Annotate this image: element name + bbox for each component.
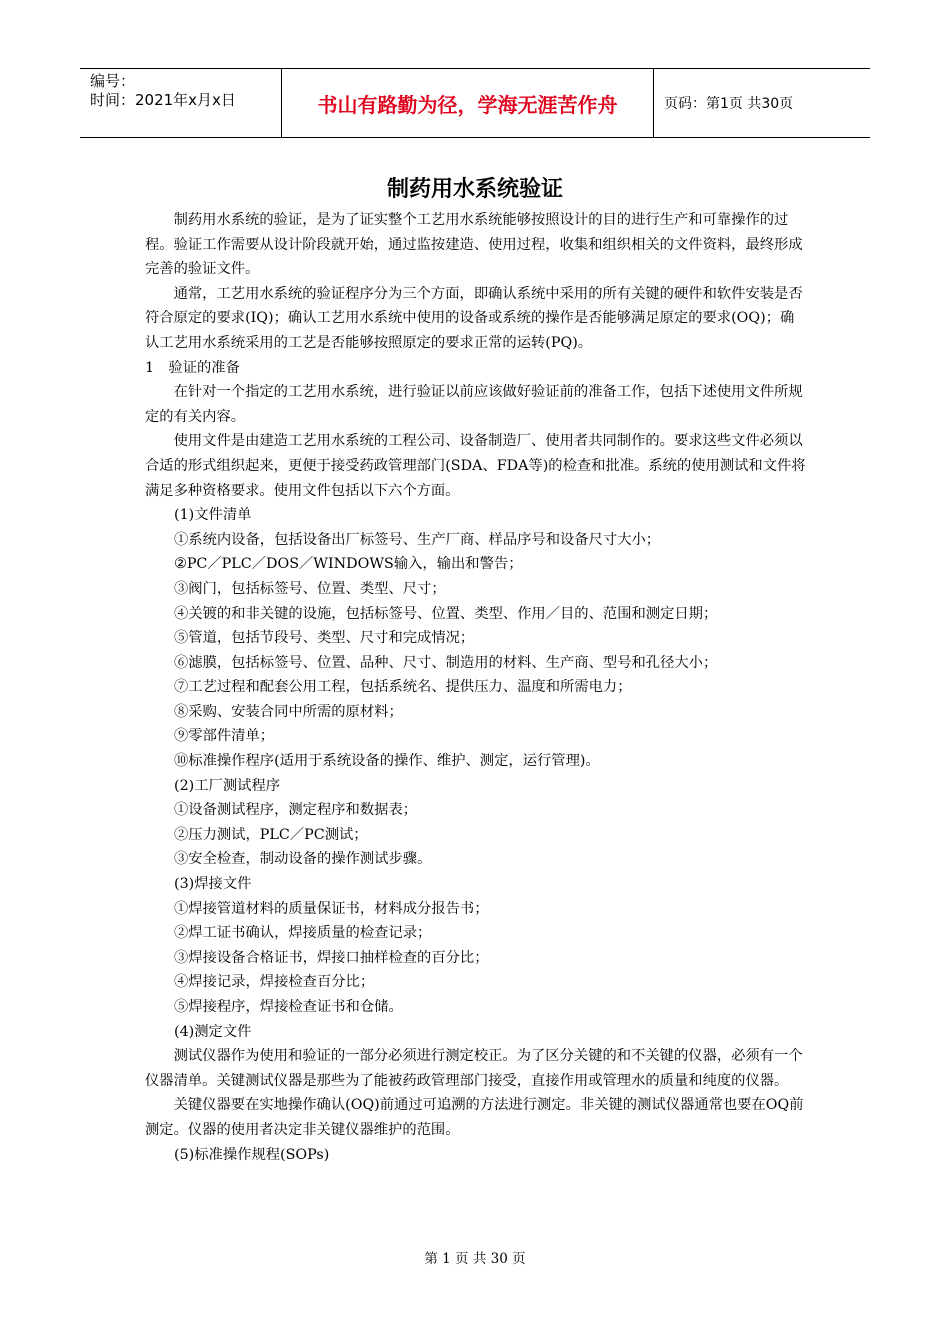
- paragraph: ④焊接记录，焊接检查百分比；: [174, 974, 375, 991]
- paragraph: ②PC／PLC／DOS／WINDOWS输入，输出和警告；: [174, 556, 523, 573]
- paragraph: 在针对一个指定的工艺用水系统，进行验证以前应该做好验证前的准备工作，包括下述使用文件所规定的有关内容。: [145, 384, 803, 425]
- paragraph: ⑤管道，包括节段号、类型、尺寸和完成情况；: [174, 630, 475, 647]
- paragraph: 关键仪器要在实地操作确认(OQ)前通过可追溯的方法进行测定。非关键的测试仪器通常也要在OQ前测定。仪器的使用者决定非关键仪器维护的范围。: [145, 1097, 804, 1138]
- page-footer: 第 1 页 共 30 页: [424, 1251, 526, 1267]
- document-date: 时间：2021年x月x日: [90, 91, 236, 109]
- paragraph: 制药用水系统的验证，是为了证实整个工艺用水系统能够按照设计的目的进行生产和可靠操作的过程。验证工作需要从设计阶段就开始，通过监按建造、使用过程，收集和组织相关的文件资料，最终形成完善的验证文件。: [145, 212, 803, 278]
- header-meta-cell: [80, 69, 282, 137]
- paragraph: 使用文件是由建造工艺用水系统的工程公司、设备制造厂、使用者共同制作的。要求这些文件必须以合适的形式组织起来，更便于接受药政管理部门(SDA、FDA等)的检查和批准。系统的使用测试和文件将满足多种资格要求。使用文件包括以下六个方面。: [145, 433, 806, 499]
- paragraph: (3)焊接文件: [174, 876, 252, 893]
- paragraph: ⑦工艺过程和配套公用工程，包括系统名、提供压力、温度和所需电力；: [174, 679, 632, 696]
- paragraph: ④关镀的和非关键的设施，包括标签号、位置、类型、作用／目的、范围和测定日期；: [174, 605, 718, 622]
- paragraph: (5)标准操作规程(SOPs): [174, 1146, 330, 1163]
- paragraph: ⑧采购、安装合同中所需的原材料；: [174, 703, 403, 720]
- paragraph: ③安全检查，制动设备的操作测试步骤。: [174, 851, 432, 868]
- paragraph: ①焊接管道材料的质量保证书，材料成分报告书；: [174, 900, 489, 917]
- header-motto: 书山有路勤为径，学海无涯苦作舟: [282, 69, 654, 137]
- paragraph: 通常，工艺用水系统的验证程序分为三个方面，即确认系统中采用的所有关键的硬件和软件安装是否符合原定的要求(IQ)；确认工艺用水系统中使用的设备或系统的操作是否能够满足原定的要求(OQ)；确认工艺用水系统采用的工艺是否能够按照原定的要求正常的运转(PQ)。: [145, 285, 803, 351]
- paragraph: ①系统内设备，包括设备出厂标签号、生产厂商、样品序号和设备尺寸大小；: [174, 531, 661, 548]
- paragraph: (1)文件清单: [174, 507, 252, 524]
- paragraph: ⑥滤膜，包括标签号、位置、品种、尺寸、制造用的材料、生产商、型号和孔径大小；: [174, 654, 718, 671]
- paragraph: ⑤焊接程序，焊接检查证书和仓储。: [174, 999, 403, 1015]
- paragraph: ②压力测试，PLC／PC测试；: [174, 826, 368, 843]
- document-body: [145, 208, 807, 1167]
- paragraph: ①设备测试程序，测定程序和数据表；: [174, 802, 418, 819]
- paragraph: ⑩标准操作程序(适用于系统设备的操作、维护、测定，运行管理)。: [174, 753, 600, 770]
- document-number-label: 编号：: [90, 72, 136, 90]
- paragraph: ③阀门，包括标签号、位置、类型、尺寸；: [174, 580, 446, 597]
- document-header: [80, 68, 870, 138]
- paragraph: 测试仪器作为使用和验证的一部分必须进行测定校正。为了区分关键的和不关键的仪器，必须有一个仪器清单。关键测试仪器是那些为了能被药政管理部门接受，直接作用或管理水的质量和纯度的仪器。: [145, 1048, 803, 1089]
- paragraph: (4)测定文件: [174, 1023, 252, 1040]
- section-heading: 1 验证的准备: [145, 359, 240, 376]
- paragraph: (2)工厂测试程序: [174, 777, 281, 794]
- paragraph: ⑨零部件清单；: [174, 728, 275, 745]
- paragraph: ②焊工证书确认，焊接质量的检查记录；: [174, 925, 432, 942]
- paragraph: ③焊接设备合格证书，焊接口抽样检查的百分比；: [174, 949, 489, 966]
- document-title: 制药用水系统验证: [386, 177, 563, 202]
- header-page-info: 页码：第1页 共30页: [664, 96, 794, 112]
